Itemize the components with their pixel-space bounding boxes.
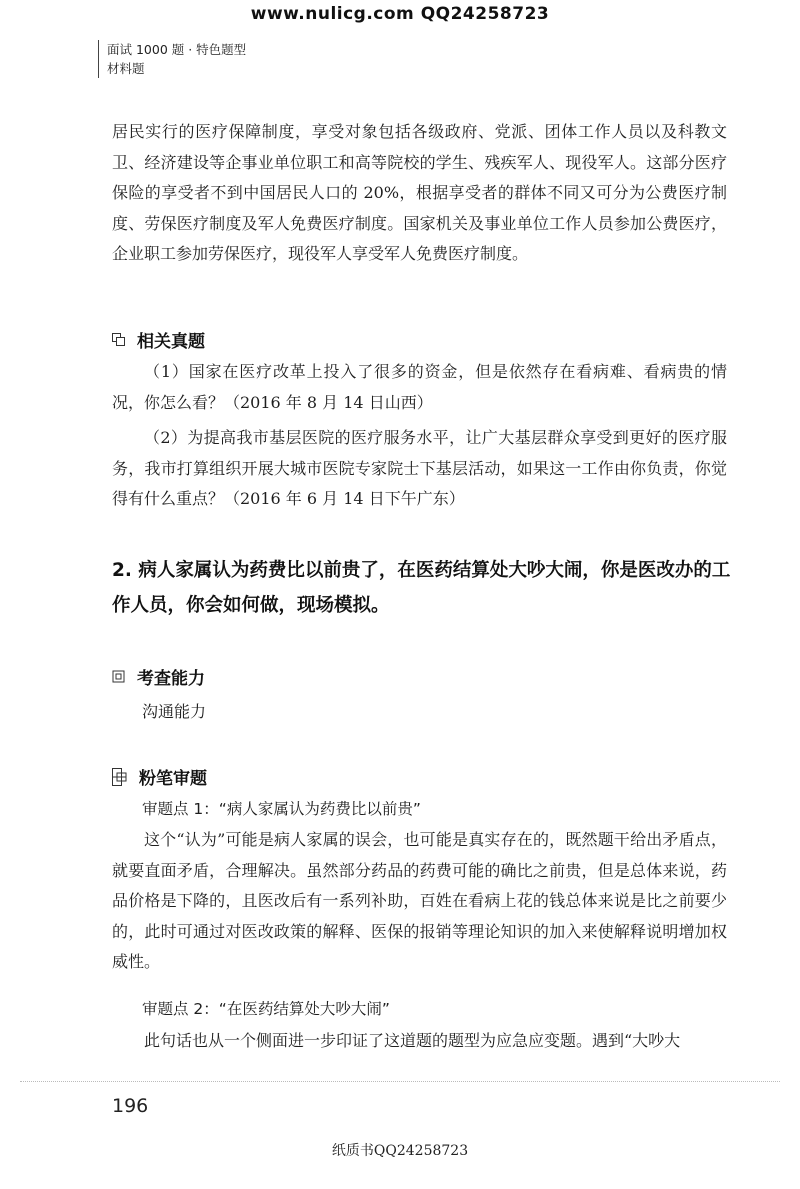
analysis-point-1-title: 审题点 1：“病人家属认为药费比以前贵”: [142, 800, 421, 818]
watermark-top: www.nulicg.com QQ24258723: [250, 4, 550, 24]
target-icon: [112, 670, 125, 683]
running-header: [98, 40, 246, 78]
header-section: 材料题: [107, 61, 145, 76]
analysis-point-2-title: 审题点 2：“在医药结算处大吵大闹”: [142, 1000, 390, 1018]
scan-artifact-line: [20, 1081, 780, 1082]
related-questions-heading: [112, 327, 205, 352]
analysis-heading: [112, 764, 207, 789]
ability-value: 沟通能力: [142, 702, 207, 721]
analysis-point-1-text: 这个“认为”可能是病人家属的误会，也可能是真实存在的，既然题干给出矛盾点，就要直面矛盾，合理解决。虽然部分药品的药费可能的确比之前贵，但是总体来说，药品价格是下降的，且医改后有一系列补助，百姓在看病上花的钱总体来说是比之前要少的，此时可通过对医改政策的解释、医保的报销等理论知识的加入来使解释说明增加权威性。: [112, 830, 727, 971]
pencil-icon: [112, 768, 127, 786]
intro-paragraph: 居民实行的医疗保障制度，享受对象包括各级政府、党派、团体工作人员以及科教文卫、经济建设等企事业单位职工和高等院校的学生、残疾军人、现役军人。这部分医疗保险的享受者不到中国居民人口的 20%，根据享受者的群体不同又可分为公费医疗制度、劳保医疗制度及军人免费医疗制度。国家机关及事业单位工作人员参加公费医疗，企业职工参加劳保医疗，现役军人享受军人免费医疗制度。: [112, 122, 727, 263]
header-series: 面试 1000 题 · 特色题型: [107, 42, 247, 57]
pages-icon: [112, 333, 125, 346]
analysis-point-2-text: 此句话也从一个侧面进一步印证了这道题的题型为应急应变题。遇到“大吵大: [144, 1031, 681, 1050]
related-item-2: （2）为提高我市基层医院的医疗服务水平，让广大基层群众享受到更好的医疗服务，我市打算组织开展大城市医院专家院士下基层活动，如果这一工作由你负责，你觉得有什么重点？（2016 年 6 月 14 日下午广东）: [112, 428, 727, 508]
question-title: 2. 病人家属认为药费比以前贵了，在医药结算处大吵大闹，你是医改办的工作人员，你会如何做，现场模拟。: [112, 560, 731, 616]
related-item-1: （1）国家在医疗改革上投入了很多的资金，但是依然存在看病难、看病贵的情况，你怎么看？（2016 年 8 月 14 日山西）: [112, 362, 727, 412]
ability-heading: [112, 664, 205, 689]
analysis-heading-label: 粉笔审题: [139, 769, 207, 789]
watermark-bottom: 纸质书QQ24258723: [331, 1143, 469, 1159]
related-heading-label: 相关真题: [137, 332, 205, 352]
ability-heading-label: 考查能力: [137, 669, 205, 689]
page-number: 196: [112, 1095, 149, 1117]
